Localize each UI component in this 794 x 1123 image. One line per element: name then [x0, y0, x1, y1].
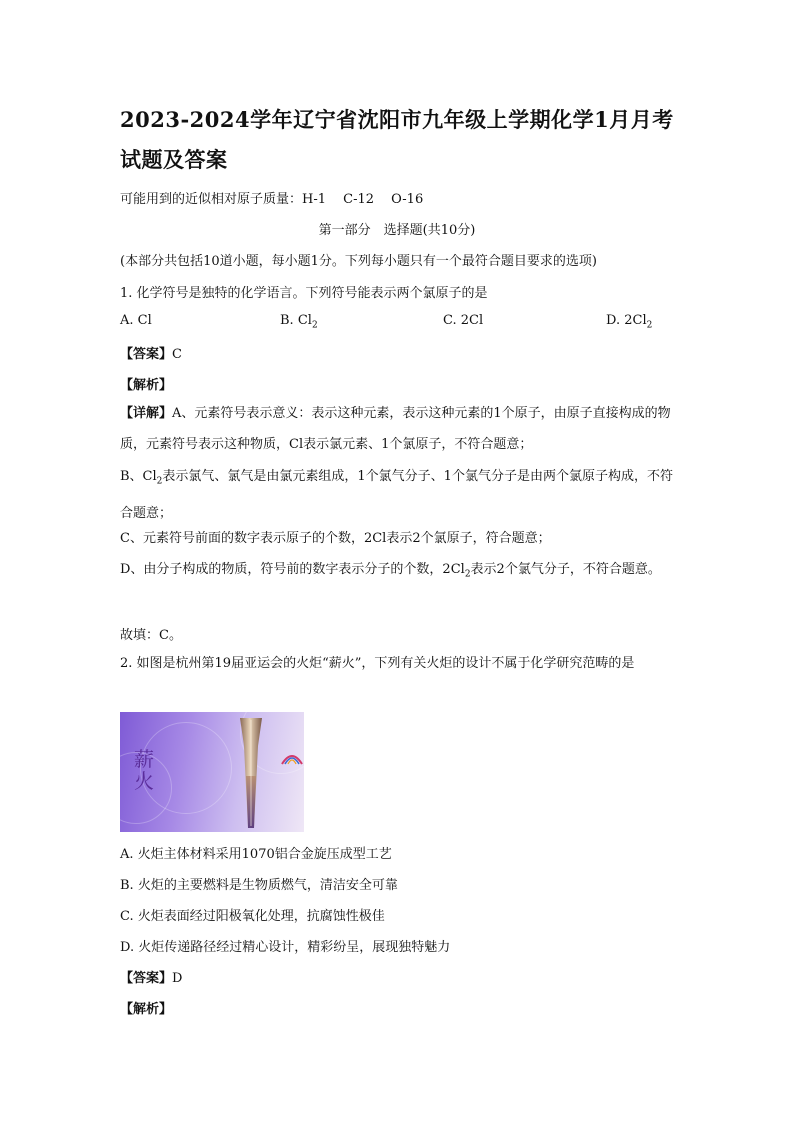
- q1-option-a: [120, 313, 152, 328]
- torch-glyph-bottom: 火: [134, 769, 154, 793]
- q1-detail-a-text: A、元素符号表示意义：表示这种元素，表示这种元素的1个原子，由原子直接构成的物质，元素符号表示这种物质，Cl表示氯元素、1个氯原子，不符合题意；: [120, 406, 671, 452]
- q1-option-c: [443, 313, 483, 328]
- q1-option-a-label: A. Cl: [120, 313, 152, 328]
- q2-analysis-tag: 【解析】: [120, 1002, 173, 1017]
- part1-heading: 第一部分 选择题(共10分): [318, 223, 476, 238]
- asian-games-emblem-icon: [280, 750, 304, 766]
- q1-detail-d-subscript: 2: [464, 569, 471, 580]
- torch-image: [120, 712, 304, 832]
- q1-conclusion: 故填：C。: [120, 628, 182, 643]
- q2-option-b: B. 火炬的主要燃料是生物质燃气，清洁安全可靠: [120, 878, 398, 893]
- torch-glyph-top: 薪: [134, 747, 154, 771]
- document-title: 2023-2024学年辽宁省沈阳市九年级上学期化学1月月考试题及答案: [120, 107, 674, 172]
- q2-option-d: D. 火炬传递路径经过精心设计，精彩纷呈，展现独特魅力: [120, 940, 451, 955]
- torch-icon: [238, 716, 264, 832]
- q1-option-d-subscript: 2: [646, 320, 653, 331]
- q1-answer-value: C: [172, 347, 182, 362]
- q1-option-b-subscript: 2: [311, 320, 318, 331]
- q1-detail-b: [120, 461, 676, 529]
- q2-option-c: C. 火炬表面经过阳极氧化处理，抗腐蚀性极佳: [120, 909, 385, 924]
- q2-option-a: A. 火炬主体材料采用1070铝合金旋压成型工艺: [120, 847, 392, 862]
- atomic-mass-note: 可能用到的近似相对原子质量：H-1 C-12 O-16: [120, 192, 424, 207]
- part1-instruction: (本部分共包括10道小题，每小题1分。下列每小题只有一个最符合题目要求的选项): [120, 254, 597, 269]
- q1-detail-b-pre: B、Cl: [120, 469, 157, 484]
- q2-answer-value: D: [172, 971, 183, 986]
- q1-answer: [120, 343, 182, 362]
- q2-stem: 2. 如图是杭州第19届亚运会的火炬“薪火”，下列有关火炬的设计不属于化学研究范畴的是: [120, 656, 635, 671]
- q2-answer-tag: 【答案】: [120, 971, 173, 986]
- q1-detail-b-subscript: 2: [156, 476, 163, 487]
- q1-detail-c: C、元素符号前面的数字表示原子的个数，2Cl表示2个氯原子，符合题意；: [120, 531, 551, 546]
- torch-name-glyph: [134, 748, 154, 792]
- q1-option-c-label: C. 2Cl: [443, 313, 484, 328]
- q1-detail-a: [120, 398, 676, 460]
- q1-option-d: [606, 313, 652, 331]
- q1-detail-d: [120, 554, 676, 591]
- q1-detail-d-pre: D、由分子构成的物质，符号前的数字表示分子的个数，2Cl: [120, 562, 465, 577]
- q1-stem: 1. 化学符号是独特的化学语言。下列符号能表示两个氯原子的是: [120, 286, 488, 301]
- q1-option-d-label: D. 2Cl: [606, 313, 647, 328]
- q1-option-b: [280, 313, 318, 331]
- q1-detail-tag: 【详解】: [120, 406, 173, 421]
- q1-analysis-tag: 【解析】: [120, 378, 173, 393]
- q1-answer-tag: 【答案】: [120, 347, 173, 362]
- q1-detail-d-post: 表示2个氯气分子，不符合题意。: [470, 562, 661, 577]
- q2-answer: [120, 967, 182, 986]
- q1-option-b-label: B. Cl: [280, 313, 312, 328]
- q1-detail-b-post: 表示氯气、氯气是由氯元素组成，1个氯气分子、1个氯气分子是由两个氯原子构成，不符合题意；: [120, 469, 673, 521]
